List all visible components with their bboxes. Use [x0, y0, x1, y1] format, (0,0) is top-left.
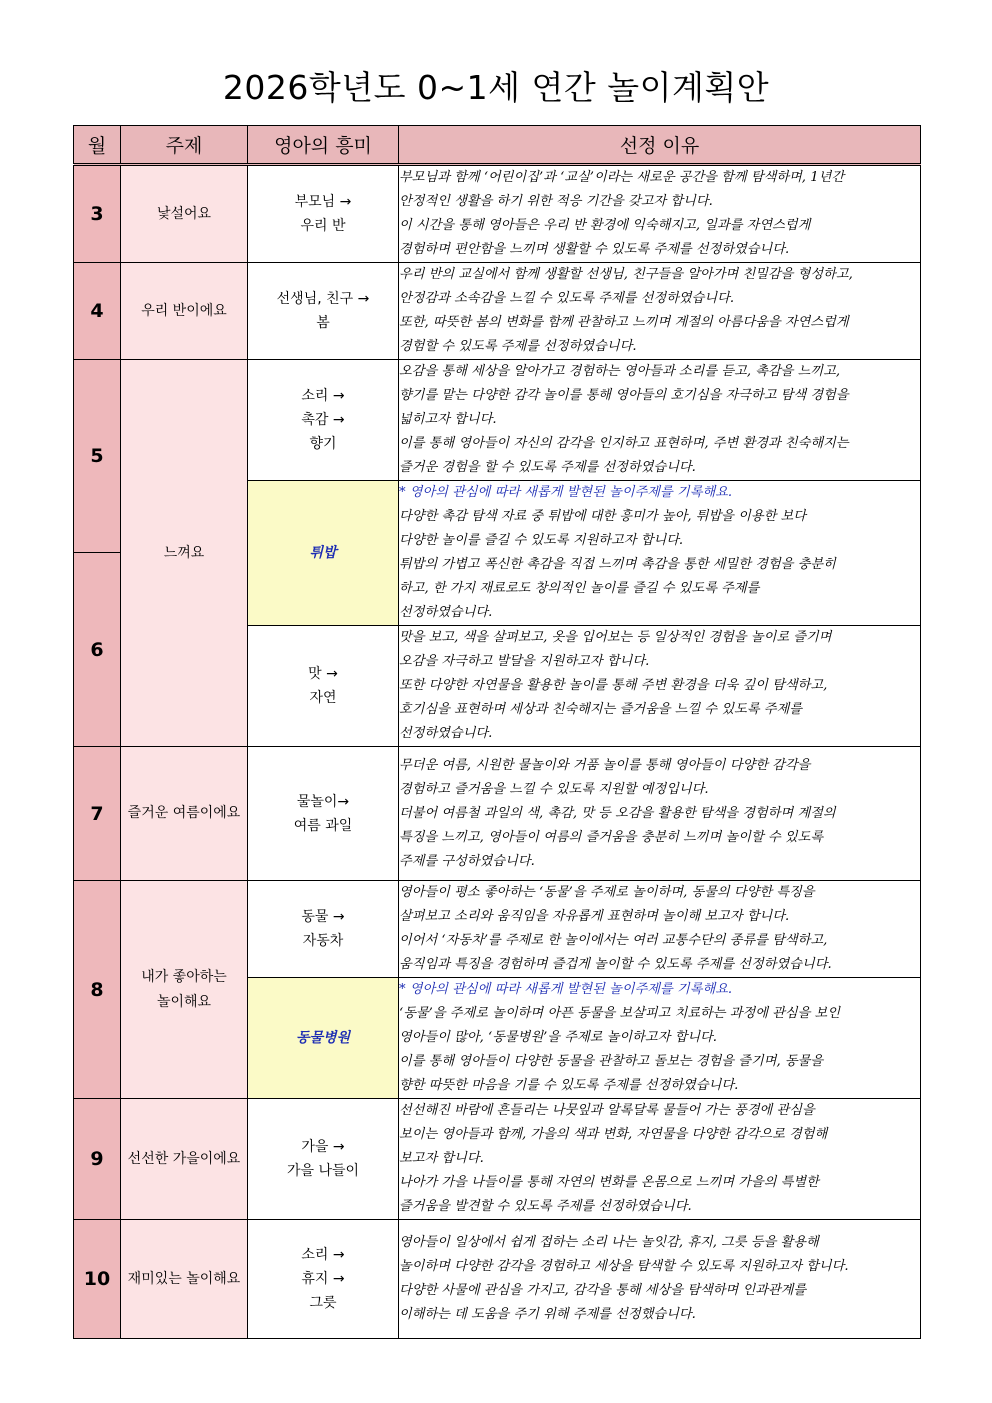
interest-line: 우리 반 [300, 218, 346, 234]
reason-line: 더불어 여름철 과일의 색, 촉감, 맛 등 오감을 활용한 탐색을 경험하며 계절의 [399, 805, 836, 821]
theme-line: 낯설어요 [156, 205, 212, 222]
emergent-note: * 영아의 관심에 따라 새롭게 발현된 놀이주제를 기록해요. [399, 982, 733, 997]
interest-cell [248, 747, 399, 881]
theme-cell [121, 881, 248, 1099]
annual-plan-table [73, 125, 921, 1339]
header-reason: 선정 이유 [399, 126, 921, 165]
interest-cell-emergent [248, 481, 399, 626]
interest-line: 가을 나들이 [286, 1163, 360, 1179]
month-cell: 6 [74, 553, 121, 747]
month-cell: 5 [74, 360, 121, 553]
reason-line: 맛을 보고, 색을 살펴보고, 옷을 입어보는 등 일상적인 경험을 놀이로 즐기며 [399, 630, 832, 645]
theme-cell [121, 1220, 248, 1339]
theme-cell [121, 360, 248, 747]
interest-cell [248, 360, 399, 481]
month-cell: 3 [74, 165, 121, 263]
reason-line: 안정적인 생활을 하기 위한 적응 기간을 갖고자 합니다. [399, 194, 713, 209]
reason-cell [399, 978, 921, 1099]
reason-line: 이어서 ‘자동차’를 주제로 한 놀이에서는 여러 교통수단의 종류를 탐색하고, [399, 933, 828, 948]
theme-line: 내가 좋아하는 [141, 968, 227, 985]
month-cell: 4 [74, 263, 121, 360]
emergent-note: * 영아의 관심에 따라 새롭게 발현된 놀이주제를 기록해요. [399, 485, 733, 500]
reason-line: 이를 통해 영아들이 자신의 감각을 인지하고 표현하며, 주변 환경과 친숙해지는 [399, 436, 849, 451]
interest-line: 소리 → [301, 1247, 345, 1263]
reason-line: 오감을 자극하고 발달을 지원하고자 합니다. [399, 654, 650, 669]
reason-line: 또한, 따뜻한 봄의 변화를 함께 관찰하고 느끼며 계절의 아름다움을 자연스럽게 [399, 315, 849, 330]
theme-line: 느껴요 [163, 544, 205, 561]
reason-line: 영아들이 많아, ‘동물병원’을 주제로 놀이하고자 합니다. [399, 1030, 717, 1045]
interest-cell [248, 165, 399, 263]
table-header-row [74, 126, 921, 165]
reason-line: 선정하였습니다. [399, 726, 493, 741]
interest-line: 그릇 [309, 1295, 337, 1311]
table-row [74, 1220, 921, 1339]
reason-line: 우리 반의 교실에서 함께 생활할 선생님, 친구들을 알아가며 친밀감을 형성하고, [399, 267, 853, 282]
header-theme: 주제 [121, 126, 248, 165]
reason-line: 이해하는 데 도움을 주기 위해 주제를 선정했습니다. [399, 1307, 696, 1322]
reason-line: 오감을 통해 세상을 알아가고 경험하는 영아들과 소리를 듣고, 촉감을 느끼고, [399, 364, 841, 379]
reason-line: 다양한 사물에 관심을 가지고, 감각을 통해 세상을 탐색하며 인과관계를 [399, 1283, 807, 1298]
theme-line: 우리 반이에요 [141, 302, 227, 319]
interest-line: 가을 → [301, 1139, 345, 1155]
table-row [74, 747, 921, 881]
interest-line: 촉감 → [301, 412, 345, 428]
interest-cell [248, 1220, 399, 1339]
reason-line: 안정감과 소속감을 느낄 수 있도록 주제를 선정하였습니다. [399, 291, 735, 306]
interest-line: 자동차 [302, 933, 344, 949]
interest-cell [248, 881, 399, 978]
reason-line: 보이는 영아들과 함께, 가을의 색과 변화, 자연물을 다양한 감각으로 경험해 [399, 1127, 828, 1142]
table-row [74, 360, 921, 481]
theme-line: 놀이해요 [156, 993, 212, 1010]
interest-cell [248, 263, 399, 360]
reason-line: 주제를 구성하였습니다. [399, 853, 535, 869]
table-row [74, 165, 921, 263]
interest-cell [248, 1099, 399, 1220]
interest-line: 동물병원 [295, 1030, 351, 1046]
reason-cell [399, 360, 921, 481]
reason-line: 경험하며 편안함을 느끼며 생활할 수 있도록 주제를 선정하였습니다. [399, 242, 790, 257]
interest-line: 물놀이→ [296, 793, 350, 810]
reason-line: 나아가 가을 나들이를 통해 자연의 변화를 온몸으로 느끼며 가을의 특별한 [399, 1175, 819, 1190]
interest-line: 여름 과일 [293, 817, 353, 834]
reason-line: 호기심을 표현하며 세상과 친숙해지는 즐거움을 느낄 수 있도록 주제를 [399, 702, 802, 717]
reason-line: 특징을 느끼고, 영아들이 여름의 즐거움을 충분히 느끼며 놀이할 수 있도록 [399, 829, 824, 845]
interest-line: 튀밥 [309, 545, 337, 561]
table-row [74, 263, 921, 360]
interest-line: 휴지 → [301, 1271, 345, 1287]
header-month: 월 [74, 126, 121, 165]
interest-cell [248, 626, 399, 747]
theme-cell [121, 747, 248, 881]
theme-line: 즐거운 여름이에요 [127, 805, 241, 821]
reason-cell [399, 481, 921, 626]
reason-line: 경험할 수 있도록 주제를 선정하였습니다. [399, 339, 637, 354]
interest-line: 봄 [316, 315, 330, 331]
month-cell: 10 [74, 1220, 121, 1339]
reason-cell [399, 263, 921, 360]
theme-cell [121, 263, 248, 360]
reason-line: 튀밥의 가볍고 폭신한 촉감을 직접 느끼며 촉감을 통한 세밀한 경험을 충분히 [399, 557, 836, 572]
reason-line: 하고, 한 가지 재료로도 창의적인 놀이를 즐길 수 있도록 주제를 [399, 581, 760, 596]
interest-line: 부모님 → [294, 194, 352, 210]
reason-line: 이 시간을 통해 영아들은 우리 반 환경에 익숙해지고, 일과를 자연스럽게 [399, 218, 811, 233]
reason-line: 선선해진 바람에 흔들리는 나뭇잎과 알록달록 물들어 가는 풍경에 관심을 [399, 1103, 815, 1118]
theme-line: 선선한 가을이에요 [127, 1150, 241, 1167]
reason-line: 즐거움을 발견할 수 있도록 주제를 선정하였습니다. [399, 1199, 692, 1214]
reason-line: 영아들이 일상에서 쉽게 접하는 소리 나는 놀잇감, 휴지, 그릇 등을 활용해 [399, 1235, 819, 1250]
reason-line: 보고자 합니다. [399, 1151, 484, 1166]
reason-cell [399, 747, 921, 881]
interest-line: 동물 → [301, 909, 345, 925]
interest-cell-emergent [248, 978, 399, 1099]
reason-line: 무더운 여름, 시원한 물놀이와 거품 놀이를 통해 영아들이 다양한 감각을 [399, 757, 811, 773]
month-cell: 7 [74, 747, 121, 881]
reason-line: 즐거운 경험을 할 수 있도록 주제를 선정하였습니다. [399, 460, 696, 475]
interest-line: 자연 [309, 690, 337, 706]
theme-line: 재미있는 놀이해요 [127, 1270, 241, 1287]
theme-cell [121, 165, 248, 263]
reason-line: 향기를 맡는 다양한 감각 놀이를 통해 영아들의 호기심을 자극하고 탐색 경험을 [399, 388, 849, 403]
page-title: 2026학년도 0~1세 연간 놀이계획안 [222, 68, 770, 107]
reason-line: 선정하였습니다. [399, 605, 493, 620]
interest-line: 소리 → [301, 388, 345, 404]
reason-line: ‘동물’을 주제로 놀이하며 아픈 동물을 보살피고 치료하는 과정에 관심을 보인 [399, 1006, 841, 1021]
interest-line: 선생님, 친구 → [276, 291, 370, 307]
reason-cell [399, 626, 921, 747]
month-cell: 8 [74, 881, 121, 1099]
reason-line: 놀이하며 다양한 감각을 경험하고 세상을 탐색할 수 있도록 지원하고자 합니다. [399, 1259, 849, 1274]
theme-cell [121, 1099, 248, 1220]
reason-line: 다양한 놀이를 즐길 수 있도록 지원하고자 합니다. [399, 533, 684, 548]
reason-line: 또한 다양한 자연물을 활용한 놀이를 통해 주변 환경을 더욱 깊이 탐색하고, [399, 678, 828, 693]
reason-line: 부모님과 함께 ‘어린이집’과 ‘교실’이라는 새로운 공간을 함께 탐색하며, 1년간 [399, 170, 845, 185]
reason-line: 경험하고 즐거움을 느낄 수 있도록 지원할 예정입니다. [399, 781, 709, 797]
header-interest: 영아의 흥미 [248, 126, 399, 165]
interest-line: 맛 → [308, 666, 338, 682]
reason-cell [399, 1220, 921, 1339]
reason-line: 다양한 촉감 탐색 자료 중 튀밥에 대한 흥미가 높아, 튀밥을 이용한 보다 [399, 509, 806, 524]
interest-line: 향기 [309, 436, 337, 452]
table-row [74, 1099, 921, 1220]
reason-cell [399, 881, 921, 978]
reason-cell [399, 1099, 921, 1220]
month-cell: 9 [74, 1099, 121, 1220]
reason-line: 영아들이 평소 좋아하는 ‘동물’을 주제로 놀이하며, 동물의 다양한 특징을 [399, 885, 815, 900]
reason-line: 이를 통해 영아들이 다양한 동물을 관찰하고 돌보는 경험을 즐기며, 동물을 [399, 1054, 824, 1069]
reason-line: 향한 따뜻한 마음을 기를 수 있도록 주제를 선정하였습니다. [399, 1078, 739, 1093]
reason-line: 움직임과 특징을 경험하며 즐겁게 놀이할 수 있도록 주제를 선정하였습니다. [399, 957, 832, 972]
table-row [74, 881, 921, 978]
reason-line: 살펴보고 소리와 움직임을 자유롭게 표현하며 놀이해 보고자 합니다. [399, 909, 790, 924]
reason-cell [399, 165, 921, 263]
reason-line: 넓히고자 합니다. [399, 412, 497, 427]
